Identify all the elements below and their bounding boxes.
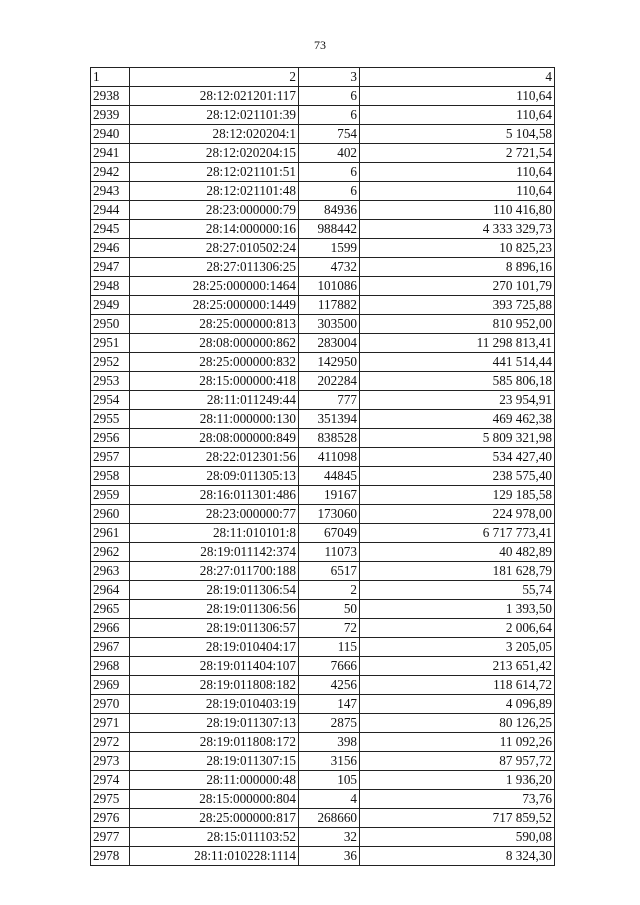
area-cell: 11073 xyxy=(299,543,360,562)
table-row xyxy=(91,790,555,809)
row-number-cell: 2938 xyxy=(91,87,130,106)
table-row xyxy=(91,372,555,391)
area-cell: 283004 xyxy=(299,334,360,353)
row-number-cell: 2974 xyxy=(91,771,130,790)
cadastral-number-cell: 28:19:011306:57 xyxy=(130,619,299,638)
cadastral-number-cell: 28:08:000000:862 xyxy=(130,334,299,353)
value-cell: 4 096,89 xyxy=(360,695,555,714)
area-cell: 6 xyxy=(299,106,360,125)
row-number-cell: 2963 xyxy=(91,562,130,581)
cadastral-number-cell: 28:19:011306:54 xyxy=(130,581,299,600)
cadastral-number-cell: 28:19:011306:56 xyxy=(130,600,299,619)
cadastral-number-cell: 28:11:000000:48 xyxy=(130,771,299,790)
row-number-cell: 2946 xyxy=(91,239,130,258)
value-cell: 110,64 xyxy=(360,106,555,125)
table-row xyxy=(91,771,555,790)
row-number-cell: 2942 xyxy=(91,163,130,182)
cadastral-number-cell: 28:22:012301:56 xyxy=(130,448,299,467)
table-row xyxy=(91,524,555,543)
cadastral-number-cell: 28:25:000000:817 xyxy=(130,809,299,828)
cadastral-number-cell: 28:19:011307:15 xyxy=(130,752,299,771)
area-cell: 72 xyxy=(299,619,360,638)
column-header: 1 xyxy=(91,68,130,87)
value-cell: 40 482,89 xyxy=(360,543,555,562)
value-cell: 55,74 xyxy=(360,581,555,600)
area-cell: 101086 xyxy=(299,277,360,296)
cadastral-number-cell: 28:19:010404:17 xyxy=(130,638,299,657)
value-cell: 224 978,00 xyxy=(360,505,555,524)
area-cell: 173060 xyxy=(299,505,360,524)
table-row xyxy=(91,220,555,239)
table-row xyxy=(91,125,555,144)
value-cell: 80 126,25 xyxy=(360,714,555,733)
row-number-cell: 2972 xyxy=(91,733,130,752)
value-cell: 1 393,50 xyxy=(360,600,555,619)
row-number-cell: 2978 xyxy=(91,847,130,866)
row-number-cell: 2958 xyxy=(91,467,130,486)
value-cell: 441 514,44 xyxy=(360,353,555,372)
area-cell: 50 xyxy=(299,600,360,619)
value-cell: 8 896,16 xyxy=(360,258,555,277)
table-row xyxy=(91,809,555,828)
cadastral-number-cell: 28:19:011808:182 xyxy=(130,676,299,695)
cadastral-number-cell: 28:27:011306:25 xyxy=(130,258,299,277)
cadastral-number-cell: 28:14:000000:16 xyxy=(130,220,299,239)
table-row xyxy=(91,334,555,353)
cadastral-number-cell: 28:15:000000:418 xyxy=(130,372,299,391)
cadastral-number-cell: 28:19:010403:19 xyxy=(130,695,299,714)
row-number-cell: 2961 xyxy=(91,524,130,543)
area-cell: 6 xyxy=(299,87,360,106)
area-cell: 303500 xyxy=(299,315,360,334)
cadastral-number-cell: 28:12:020204:15 xyxy=(130,144,299,163)
table-row xyxy=(91,106,555,125)
row-number-cell: 2973 xyxy=(91,752,130,771)
area-cell: 202284 xyxy=(299,372,360,391)
value-cell: 6 717 773,41 xyxy=(360,524,555,543)
row-number-cell: 2962 xyxy=(91,543,130,562)
table-row xyxy=(91,277,555,296)
row-number-cell: 2941 xyxy=(91,144,130,163)
table-row xyxy=(91,353,555,372)
value-cell: 585 806,18 xyxy=(360,372,555,391)
area-cell: 754 xyxy=(299,125,360,144)
cadastral-number-cell: 28:25:000000:1464 xyxy=(130,277,299,296)
cadastral-number-cell: 28:12:021101:48 xyxy=(130,182,299,201)
area-cell: 402 xyxy=(299,144,360,163)
page-number: 73 xyxy=(314,38,326,52)
table-row xyxy=(91,258,555,277)
value-cell: 810 952,00 xyxy=(360,315,555,334)
value-cell: 590,08 xyxy=(360,828,555,847)
table-row xyxy=(91,828,555,847)
cadastral-number-cell: 28:25:000000:1449 xyxy=(130,296,299,315)
table-row xyxy=(91,714,555,733)
area-cell: 351394 xyxy=(299,410,360,429)
area-cell: 115 xyxy=(299,638,360,657)
cadastral-number-cell: 28:27:010502:24 xyxy=(130,239,299,258)
value-cell: 3 205,05 xyxy=(360,638,555,657)
area-cell: 838528 xyxy=(299,429,360,448)
table-row xyxy=(91,752,555,771)
table-row xyxy=(91,429,555,448)
value-cell: 110,64 xyxy=(360,87,555,106)
value-cell: 181 628,79 xyxy=(360,562,555,581)
area-cell: 398 xyxy=(299,733,360,752)
value-cell: 2 721,54 xyxy=(360,144,555,163)
data-table xyxy=(90,67,555,866)
cadastral-number-cell: 28:11:000000:130 xyxy=(130,410,299,429)
area-cell: 32 xyxy=(299,828,360,847)
table-row xyxy=(91,600,555,619)
table-row xyxy=(91,619,555,638)
value-cell: 5 104,58 xyxy=(360,125,555,144)
cadastral-number-cell: 28:25:000000:813 xyxy=(130,315,299,334)
cadastral-number-cell: 28:11:010228:1114 xyxy=(130,847,299,866)
area-cell: 19167 xyxy=(299,486,360,505)
table-row xyxy=(91,315,555,334)
cadastral-number-cell: 28:16:011301:486 xyxy=(130,486,299,505)
row-number-cell: 2952 xyxy=(91,353,130,372)
row-number-cell: 2956 xyxy=(91,429,130,448)
row-number-cell: 2955 xyxy=(91,410,130,429)
value-cell: 110 416,80 xyxy=(360,201,555,220)
row-number-cell: 2954 xyxy=(91,391,130,410)
area-cell: 988442 xyxy=(299,220,360,239)
row-number-cell: 2949 xyxy=(91,296,130,315)
cadastral-number-cell: 28:19:011808:172 xyxy=(130,733,299,752)
row-number-cell: 2970 xyxy=(91,695,130,714)
table-row xyxy=(91,163,555,182)
value-cell: 534 427,40 xyxy=(360,448,555,467)
row-number-cell: 2950 xyxy=(91,315,130,334)
area-cell: 67049 xyxy=(299,524,360,543)
table-row xyxy=(91,695,555,714)
cadastral-number-cell: 28:19:011307:13 xyxy=(130,714,299,733)
value-cell: 11 092,26 xyxy=(360,733,555,752)
value-cell: 110,64 xyxy=(360,163,555,182)
cadastral-number-cell: 28:09:011305:13 xyxy=(130,467,299,486)
value-cell: 5 809 321,98 xyxy=(360,429,555,448)
cadastral-number-cell: 28:19:011142:374 xyxy=(130,543,299,562)
area-cell: 84936 xyxy=(299,201,360,220)
cadastral-number-cell: 28:23:000000:79 xyxy=(130,201,299,220)
area-cell: 4 xyxy=(299,790,360,809)
row-number-cell: 2964 xyxy=(91,581,130,600)
table-row xyxy=(91,486,555,505)
area-cell: 147 xyxy=(299,695,360,714)
value-cell: 110,64 xyxy=(360,182,555,201)
row-number-cell: 2968 xyxy=(91,657,130,676)
row-number-cell: 2947 xyxy=(91,258,130,277)
row-number-cell: 2940 xyxy=(91,125,130,144)
value-cell: 73,76 xyxy=(360,790,555,809)
area-cell: 268660 xyxy=(299,809,360,828)
table-row xyxy=(91,733,555,752)
cadastral-number-cell: 28:12:021101:51 xyxy=(130,163,299,182)
table-row xyxy=(91,182,555,201)
table-row xyxy=(91,410,555,429)
value-cell: 118 614,72 xyxy=(360,676,555,695)
row-number-cell: 2944 xyxy=(91,201,130,220)
area-cell: 36 xyxy=(299,847,360,866)
row-number-cell: 2951 xyxy=(91,334,130,353)
value-cell: 87 957,72 xyxy=(360,752,555,771)
cadastral-number-cell: 28:27:011700:188 xyxy=(130,562,299,581)
cadastral-number-cell: 28:15:011103:52 xyxy=(130,828,299,847)
area-cell: 2 xyxy=(299,581,360,600)
table-row xyxy=(91,448,555,467)
value-cell: 23 954,91 xyxy=(360,391,555,410)
area-cell: 117882 xyxy=(299,296,360,315)
table-row xyxy=(91,505,555,524)
cadastral-number-cell: 28:23:000000:77 xyxy=(130,505,299,524)
area-cell: 4732 xyxy=(299,258,360,277)
row-number-cell: 2939 xyxy=(91,106,130,125)
row-number-cell: 2976 xyxy=(91,809,130,828)
row-number-cell: 2957 xyxy=(91,448,130,467)
area-cell: 3156 xyxy=(299,752,360,771)
value-cell: 10 825,23 xyxy=(360,239,555,258)
table-row xyxy=(91,581,555,600)
value-cell: 213 651,42 xyxy=(360,657,555,676)
cadastral-number-cell: 28:12:021101:39 xyxy=(130,106,299,125)
table-row xyxy=(91,201,555,220)
cadastral-number-cell: 28:12:020204:1 xyxy=(130,125,299,144)
column-header: 3 xyxy=(299,68,360,87)
value-cell: 2 006,64 xyxy=(360,619,555,638)
cadastral-number-cell: 28:12:021201:117 xyxy=(130,87,299,106)
area-cell: 411098 xyxy=(299,448,360,467)
column-header: 4 xyxy=(360,68,555,87)
row-number-cell: 2948 xyxy=(91,277,130,296)
area-cell: 4256 xyxy=(299,676,360,695)
area-cell: 44845 xyxy=(299,467,360,486)
row-number-cell: 2975 xyxy=(91,790,130,809)
table-row xyxy=(91,239,555,258)
row-number-cell: 2959 xyxy=(91,486,130,505)
area-cell: 105 xyxy=(299,771,360,790)
cadastral-number-cell: 28:11:011249:44 xyxy=(130,391,299,410)
row-number-cell: 2966 xyxy=(91,619,130,638)
table-row xyxy=(91,467,555,486)
table-row xyxy=(91,562,555,581)
area-cell: 6517 xyxy=(299,562,360,581)
row-number-cell: 2945 xyxy=(91,220,130,239)
cadastral-number-cell: 28:25:000000:832 xyxy=(130,353,299,372)
table-row xyxy=(91,87,555,106)
table-row xyxy=(91,847,555,866)
value-cell: 717 859,52 xyxy=(360,809,555,828)
area-cell: 142950 xyxy=(299,353,360,372)
value-cell: 11 298 813,41 xyxy=(360,334,555,353)
area-cell: 6 xyxy=(299,182,360,201)
value-cell: 270 101,79 xyxy=(360,277,555,296)
table-row xyxy=(91,296,555,315)
row-number-cell: 2965 xyxy=(91,600,130,619)
value-cell: 238 575,40 xyxy=(360,467,555,486)
cadastral-number-cell: 28:11:010101:8 xyxy=(130,524,299,543)
cadastral-number-cell: 28:19:011404:107 xyxy=(130,657,299,676)
row-number-cell: 2943 xyxy=(91,182,130,201)
area-cell: 2875 xyxy=(299,714,360,733)
cadastral-number-cell: 28:15:000000:804 xyxy=(130,790,299,809)
row-number-cell: 2960 xyxy=(91,505,130,524)
table-row xyxy=(91,676,555,695)
table-row xyxy=(91,144,555,163)
value-cell: 8 324,30 xyxy=(360,847,555,866)
table-row xyxy=(91,657,555,676)
area-cell: 1599 xyxy=(299,239,360,258)
value-cell: 4 333 329,73 xyxy=(360,220,555,239)
table-body xyxy=(91,87,555,866)
value-cell: 1 936,20 xyxy=(360,771,555,790)
area-cell: 7666 xyxy=(299,657,360,676)
cadastral-number-cell: 28:08:000000:849 xyxy=(130,429,299,448)
column-header: 2 xyxy=(130,68,299,87)
row-number-cell: 2977 xyxy=(91,828,130,847)
value-cell: 469 462,38 xyxy=(360,410,555,429)
row-number-cell: 2971 xyxy=(91,714,130,733)
area-cell: 6 xyxy=(299,163,360,182)
table-row xyxy=(91,543,555,562)
value-cell: 129 185,58 xyxy=(360,486,555,505)
table-row xyxy=(91,638,555,657)
row-number-cell: 2953 xyxy=(91,372,130,391)
table-row xyxy=(91,391,555,410)
row-number-cell: 2969 xyxy=(91,676,130,695)
row-number-cell: 2967 xyxy=(91,638,130,657)
area-cell: 777 xyxy=(299,391,360,410)
value-cell: 393 725,88 xyxy=(360,296,555,315)
table-header-row xyxy=(91,68,555,87)
